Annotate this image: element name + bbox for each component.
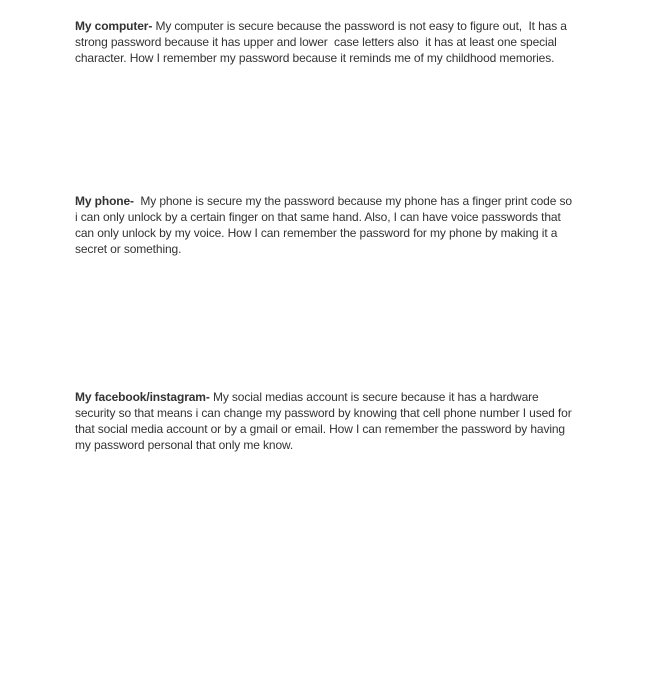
paragraph-my-facebook-instagram <box>75 389 577 453</box>
paragraph-my-phone <box>75 193 577 257</box>
paragraph-my-phone-label: My phone- <box>75 194 134 208</box>
paragraph-my-computer-text: My computer is secure because the password is not easy to figure out, It has a strong password because it has upper and lower case letters also it has at least one special character. How I remember my password because it reminds me of my childhood memories. <box>75 19 571 65</box>
paragraph-my-phone-text: My phone is secure my the password because my phone has a finger print code so i can only unlock by a certain finger on that same hand. Also, I can have voice passwords that can only unlock by my voice. How I can remember the password for my phone by making it a secret or something. <box>75 194 576 256</box>
paragraph-my-computer <box>75 18 577 66</box>
paragraph-my-computer-label: My computer- <box>75 19 153 33</box>
paragraph-my-facebook-instagram-text: My social medias account is secure because it has a hardware security so that means i can change my password by knowing that cell phone number I used for that social media account or by a gmail or email. How I can remember the password by having my password personal that only me know. <box>75 390 575 452</box>
paragraph-my-facebook-instagram-label: My facebook/instagram- <box>75 390 210 404</box>
